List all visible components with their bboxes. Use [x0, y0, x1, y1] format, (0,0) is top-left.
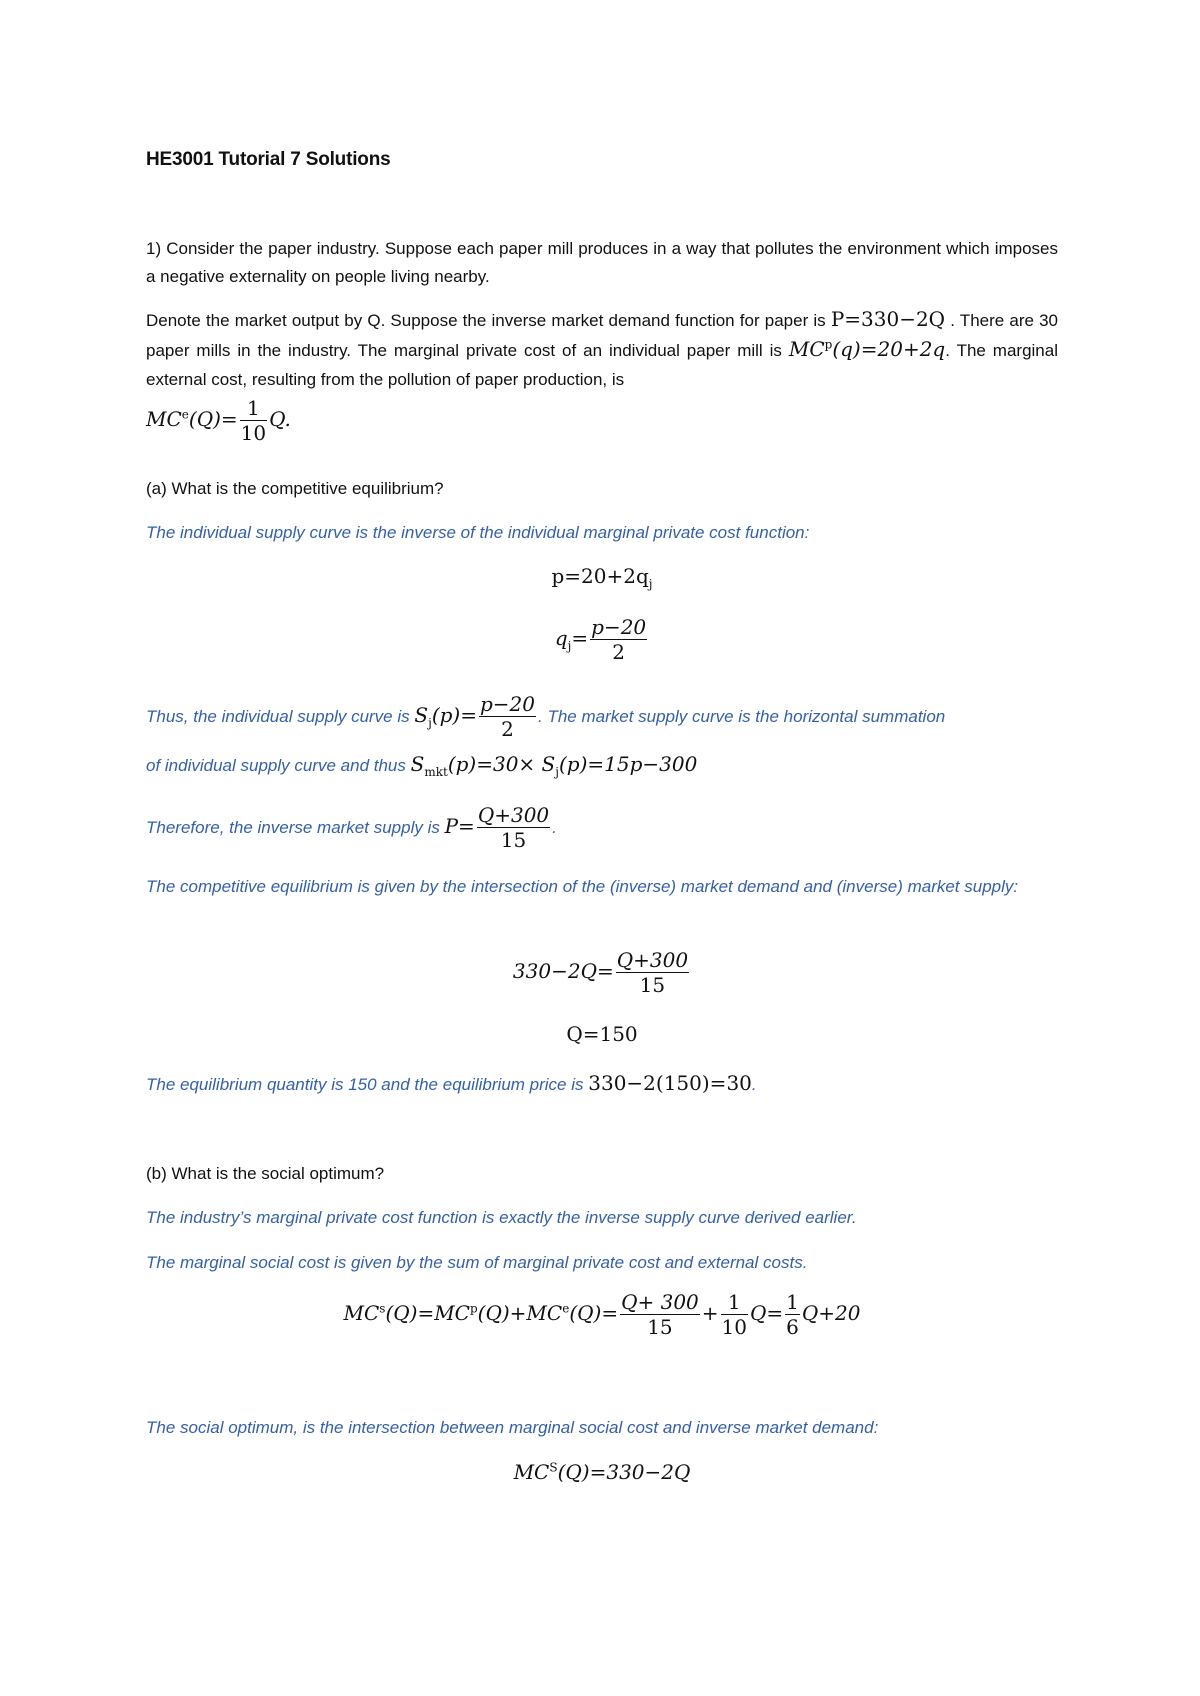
part-b-line-1: The industry’s marginal private cost function is exactly the inverse supply curve derived earlier.: [146, 1208, 857, 1227]
demand-equation: P=330−2Q: [830, 307, 946, 331]
part-a-question: (a) What is the competitive equilibrium?: [146, 479, 444, 498]
part-b-equation-2: $MC^S(Q)=330-2Q$: [513, 1460, 691, 1484]
setup-text-a: Denote the market output by Q. Suppose the inverse market demand function for paper is: [146, 311, 826, 330]
setup-text-c: . The marginal external cost, resulting from the pollution of paper production, is: [146, 341, 1058, 389]
part-a-equation-4: Q=150: [566, 1022, 638, 1046]
setup-text-b: . There are 30 paper mills in the industry. The marginal private cost of an individual paper mill is: [146, 311, 1058, 360]
part-a-line-5: The competitive equilibrium is given by the intersection of the (inverse) market demand and (inverse) market supply:: [146, 877, 1019, 896]
part-b-equation-1: $MC^s(Q)=MC^p(Q)+MC^e(Q)=$ $\frac{Q+ 300}{15}$ + $\frac{1}{10}$ Q= $\frac{1}{6}$ Q+20: [343, 1290, 861, 1339]
part-a-line-1: The individual supply curve is the inverse of the individual marginal private cost function:: [146, 523, 810, 542]
part-a-equation-2: $q_j=$ $\frac{p-20}{2}$: [554, 615, 647, 664]
part-a-line-3: of individual supply curve and thus $S_{mkt}(p)=30\times S_j(p)=15p-300$: [146, 752, 698, 779]
part-a-line-6: The equilibrium quantity is 150 and the equilibrium price is 330−2(150)=30.: [146, 1071, 757, 1095]
mcp-equation: $MC^p(q)=20+2q$: [788, 337, 946, 361]
part-b-question: (b) What is the social optimum?: [146, 1164, 385, 1183]
document-title: HE3001 Tutorial 7 Solutions: [146, 149, 391, 170]
mce-equation: $MC^e(Q)=$ $\frac{1}{10}$ Q.: [146, 396, 291, 445]
part-b-line-2: The marginal social cost is given by the sum of marginal private cost and external costs.: [146, 1253, 808, 1272]
part-a-line-4: Therefore, the inverse market supply is P= $\frac{Q+300}{15}$ .: [146, 803, 557, 852]
part-a-line-2: Thus, the individual supply curve is $S_j(p)=$ $\frac{p-20}{2}$ . The market supply curve is the horizontal summation: [146, 692, 946, 741]
question-1-intro: 1) Consider the paper industry. Suppose each paper mill produces in a way that pollutes the environment which imposes a negative externality on people living nearby.: [146, 239, 1058, 286]
part-a-equation-3: 330−2Q= $\frac{Q+300}{15}$: [512, 948, 689, 997]
question-1-setup: [146, 305, 1058, 394]
part-a-equation-1: $p=20+2q_j$: [551, 564, 653, 591]
part-b-line-3: The social optimum, is the intersection between marginal social cost and inverse market demand:: [146, 1418, 879, 1437]
